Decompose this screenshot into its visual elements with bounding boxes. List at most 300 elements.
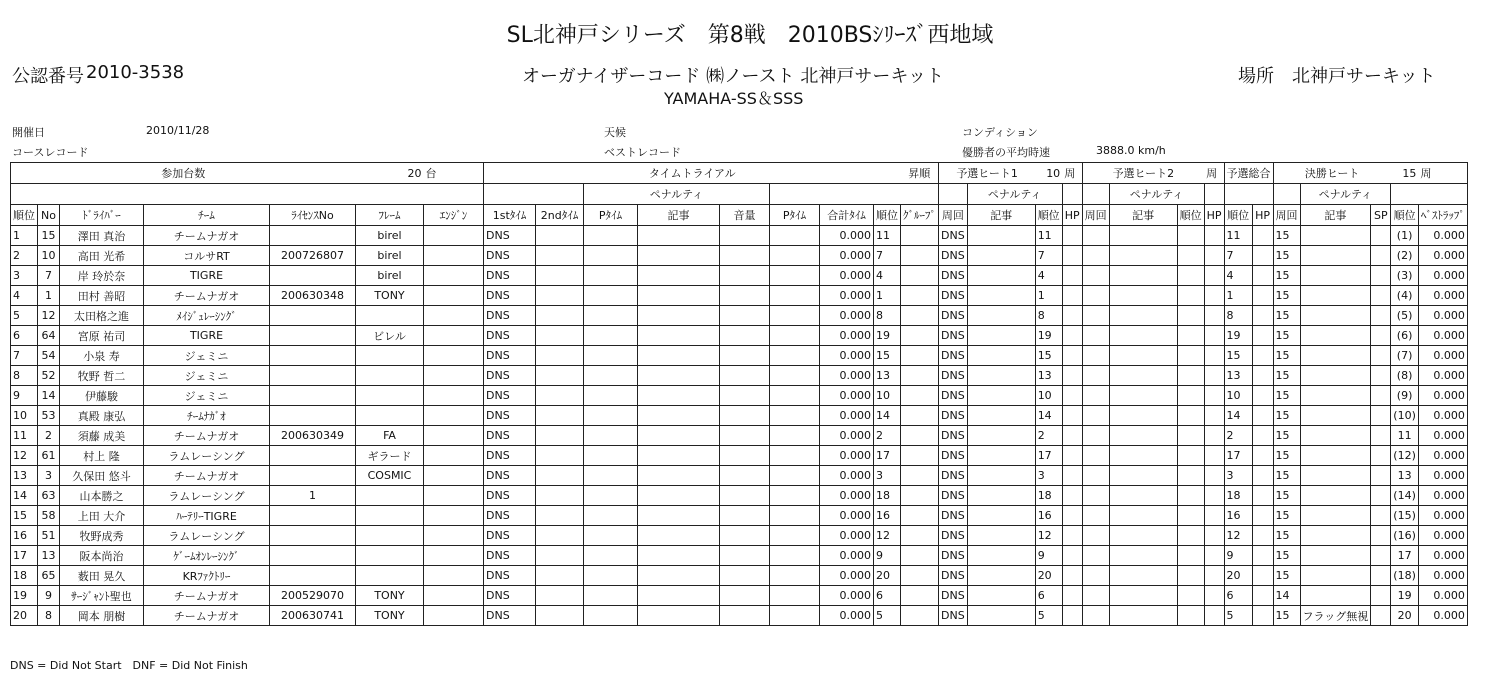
cell-q-rank: 10 (1224, 386, 1252, 406)
cell-empty (638, 306, 720, 326)
table-row (11, 486, 1468, 506)
cell-tt-rank: 10 (874, 386, 901, 406)
cell-empty (967, 266, 1035, 286)
cell-driver: 田村 善昭 (60, 286, 144, 306)
cell-frame (356, 526, 424, 546)
entries-count: 20 (356, 163, 424, 184)
cell-empty (638, 406, 720, 426)
cell-empty (1109, 446, 1177, 466)
cell-pos: 17 (11, 546, 38, 566)
cell-empty (720, 546, 770, 566)
column-header: ﾍﾞｽﾄﾗｯﾌﾟ (1418, 205, 1467, 226)
cell-empty (901, 446, 939, 466)
cell-pos: 15 (11, 506, 38, 526)
cell-tt-rank: 12 (874, 526, 901, 546)
cell-f-rank: 13 (1391, 466, 1419, 486)
cell-f-note: フラッグ無視 (1300, 606, 1371, 626)
cell-empty (584, 526, 638, 546)
cell-empty (1062, 586, 1082, 606)
cell-empty (1204, 566, 1224, 586)
cell-empty (1062, 546, 1082, 566)
cell-empty (1062, 466, 1082, 486)
cell-empty (638, 346, 720, 366)
cell-tt-rank: 9 (874, 546, 901, 566)
column-header: 記事 (967, 205, 1035, 226)
cell-driver: 宮原 祐司 (60, 326, 144, 346)
cell-f-rank: 11 (1391, 426, 1419, 446)
cell-empty (901, 426, 939, 446)
cell-empty (901, 266, 939, 286)
cell-tt1: DNS (484, 586, 536, 606)
cell-empty (1177, 226, 1204, 246)
cell-f-note (1300, 446, 1371, 466)
cell-empty (1062, 326, 1082, 346)
cell-f-laps: 15 (1273, 446, 1300, 466)
cell-h1-rank: 5 (1035, 606, 1062, 626)
cell-license (270, 346, 356, 366)
table-row (11, 366, 1468, 386)
cell-driver: ｻｰｼﾞｬﾝﾄ聖也 (60, 586, 144, 606)
page-title: SL北神戸シリーズ 第8戦 2010BSｼﾘｰｽﾞ西地域 (506, 23, 994, 48)
cell-empty (424, 306, 484, 326)
cell-empty (1204, 246, 1224, 266)
cell-f-rank: (18) (1391, 566, 1419, 586)
cell-tt-rank: 16 (874, 506, 901, 526)
cell-license: 1 (270, 486, 356, 506)
cell-empty (584, 466, 638, 486)
cell-empty (967, 226, 1035, 246)
cell-license: 200529070 (270, 586, 356, 606)
cell-empty (1177, 326, 1204, 346)
cell-empty (424, 486, 484, 506)
cell-empty (1062, 526, 1082, 546)
cell-empty (1082, 466, 1109, 486)
cell-empty (1204, 486, 1224, 506)
cell-empty (967, 246, 1035, 266)
cell-empty (584, 506, 638, 526)
cell-empty (967, 346, 1035, 366)
cell-q-rank: 1 (1224, 286, 1252, 306)
cell-empty (1082, 366, 1109, 386)
cell-h1: DNS (939, 486, 968, 506)
cell-f-note (1300, 566, 1371, 586)
cell-empty (901, 606, 939, 626)
date-value: 2010/11/28 (146, 124, 210, 137)
cell-empty (1109, 466, 1177, 486)
cell-license: 200630348 (270, 286, 356, 306)
cell-frame: FA (356, 426, 424, 446)
cell-f-laps: 14 (1273, 586, 1300, 606)
cell-h1-rank: 17 (1035, 446, 1062, 466)
column-header: 順位 (1391, 205, 1419, 226)
cell-f-note (1300, 426, 1371, 446)
cell-empty (536, 426, 584, 446)
cell-empty (584, 606, 638, 626)
cell-empty (536, 606, 584, 626)
table-row (11, 346, 1468, 366)
cell-empty (1109, 486, 1177, 506)
cell-pos: 19 (11, 586, 38, 606)
cell-empty (901, 526, 939, 546)
table-row (11, 266, 1468, 286)
cell-no: 61 (38, 446, 60, 466)
cell-total: 0.000 (820, 386, 874, 406)
cell-empty (1252, 266, 1273, 286)
cell-f-rank: (5) (1391, 306, 1419, 326)
cell-h1-rank: 12 (1035, 526, 1062, 546)
cell-q-rank: 12 (1224, 526, 1252, 546)
cell-h1: DNS (939, 226, 968, 246)
cell-empty (1109, 286, 1177, 306)
cell-empty (901, 466, 939, 486)
cell-total: 0.000 (820, 226, 874, 246)
cell-empty (424, 386, 484, 406)
cell-empty (1082, 386, 1109, 406)
cell-q-rank: 6 (1224, 586, 1252, 606)
cell-no: 2 (38, 426, 60, 446)
cell-empty (424, 566, 484, 586)
cell-frame: birel (356, 246, 424, 266)
cell-empty (1109, 366, 1177, 386)
cell-empty (1252, 326, 1273, 346)
cell-empty (720, 286, 770, 306)
cell-best: 0.000 (1418, 286, 1467, 306)
cell-h1: DNS (939, 386, 968, 406)
cell-h1: DNS (939, 346, 968, 366)
cell-no: 1 (38, 286, 60, 306)
cell-license (270, 446, 356, 466)
heat1-lap-unit: 周 (1062, 163, 1082, 184)
cell-total: 0.000 (820, 266, 874, 286)
cell-empty (584, 366, 638, 386)
cell-empty (1177, 466, 1204, 486)
cell-q-rank: 3 (1224, 466, 1252, 486)
cell-empty (1252, 526, 1273, 546)
cell-total: 0.000 (820, 326, 874, 346)
cell-empty (1082, 546, 1109, 566)
cell-empty (1062, 486, 1082, 506)
cell-total: 0.000 (820, 246, 874, 266)
cell-no: 14 (38, 386, 60, 406)
cell-empty (1204, 586, 1224, 606)
cell-f-laps: 15 (1273, 246, 1300, 266)
cell-empty (720, 486, 770, 506)
cell-license (270, 546, 356, 566)
cell-f-rank: (10) (1391, 406, 1419, 426)
cell-empty (1062, 286, 1082, 306)
cell-empty (1177, 266, 1204, 286)
cell-f-note (1300, 246, 1371, 266)
cell-empty (1204, 386, 1224, 406)
cell-total: 0.000 (820, 366, 874, 386)
cell-empty (584, 446, 638, 466)
cell-empty (1371, 586, 1391, 606)
cell-tt-rank: 11 (874, 226, 901, 246)
cell-h1-rank: 19 (1035, 326, 1062, 346)
cell-no: 65 (38, 566, 60, 586)
cell-empty (1204, 526, 1224, 546)
cell-empty (770, 546, 820, 566)
cell-empty (638, 266, 720, 286)
cell-f-laps: 15 (1273, 506, 1300, 526)
cell-q-rank: 16 (1224, 506, 1252, 526)
cell-empty (1252, 286, 1273, 306)
cell-empty (1371, 506, 1391, 526)
cell-tt1: DNS (484, 466, 536, 486)
cell-frame (356, 506, 424, 526)
cell-no: 3 (38, 466, 60, 486)
cell-empty (584, 566, 638, 586)
tt-penalty-label: ペナルティ (584, 184, 770, 205)
table-row (11, 526, 1468, 546)
cell-empty (1062, 406, 1082, 426)
cell-best: 0.000 (1418, 546, 1467, 566)
cell-f-laps: 15 (1273, 326, 1300, 346)
cell-q-rank: 17 (1224, 446, 1252, 466)
cell-empty (536, 366, 584, 386)
cell-no: 63 (38, 486, 60, 506)
column-header: 合計ﾀｲﾑ (820, 205, 874, 226)
cell-empty (1371, 546, 1391, 566)
column-header: 順位 (1035, 205, 1062, 226)
cell-empty (1252, 466, 1273, 486)
cell-empty (638, 446, 720, 466)
cell-q-rank: 9 (1224, 546, 1252, 566)
cell-team: ジェミニ (144, 346, 270, 366)
cell-empty (1371, 326, 1391, 346)
header-row-1 (11, 163, 1468, 184)
cell-q-rank: 15 (1224, 346, 1252, 366)
table-row (11, 226, 1468, 246)
cell-tt-rank: 18 (874, 486, 901, 506)
cell-empty (1371, 566, 1391, 586)
cell-f-laps: 15 (1273, 226, 1300, 246)
cell-tt-rank: 13 (874, 366, 901, 386)
cell-empty (1062, 346, 1082, 366)
cell-f-laps: 15 (1273, 386, 1300, 406)
cell-driver: 山本勝之 (60, 486, 144, 506)
cell-empty (901, 506, 939, 526)
cell-empty (424, 266, 484, 286)
cell-tt-rank: 7 (874, 246, 901, 266)
cell-no: 12 (38, 306, 60, 326)
cell-h1: DNS (939, 546, 968, 566)
cell-f-rank: 20 (1391, 606, 1419, 626)
cell-f-rank: (7) (1391, 346, 1419, 366)
cell-empty (1204, 326, 1224, 346)
cell-frame (356, 306, 424, 326)
best-record-label: ベストレコード (604, 146, 681, 159)
cell-total: 0.000 (820, 346, 874, 366)
cell-empty (1177, 546, 1204, 566)
weather-label: 天候 (604, 126, 626, 139)
cell-empty (1371, 226, 1391, 246)
cell-total: 0.000 (820, 466, 874, 486)
cell-empty (638, 426, 720, 446)
cell-f-note (1300, 366, 1371, 386)
cell-empty (424, 546, 484, 566)
cell-empty (1062, 506, 1082, 526)
cell-empty (424, 326, 484, 346)
cell-empty (720, 446, 770, 466)
cell-empty (584, 486, 638, 506)
column-header: SP (1371, 205, 1391, 226)
cell-team: KRﾌｧｸﾄﾘｰ (144, 566, 270, 586)
cell-empty (901, 566, 939, 586)
cell-total: 0.000 (820, 306, 874, 326)
cell-empty (967, 306, 1035, 326)
cell-empty (1204, 286, 1224, 306)
cell-empty (1109, 346, 1177, 366)
cell-pos: 1 (11, 226, 38, 246)
entries-label: 参加台数 (11, 163, 356, 184)
cell-f-note (1300, 526, 1371, 546)
cell-empty (770, 526, 820, 546)
cell-best: 0.000 (1418, 246, 1467, 266)
cell-best: 0.000 (1418, 226, 1467, 246)
cell-empty (584, 386, 638, 406)
race-class: YAMAHA-SS＆SSS (664, 89, 804, 108)
cell-team: チームナガオ (144, 466, 270, 486)
cell-frame: TONY (356, 286, 424, 306)
final-penalty-label: ペナルティ (1300, 184, 1391, 205)
cell-frame (356, 566, 424, 586)
cell-no: 15 (38, 226, 60, 246)
cell-best: 0.000 (1418, 586, 1467, 606)
cell-empty (770, 326, 820, 346)
cell-frame: COSMIC (356, 466, 424, 486)
cell-empty (967, 366, 1035, 386)
cell-tt-rank: 14 (874, 406, 901, 426)
column-header: HP (1252, 205, 1273, 226)
cell-pos: 7 (11, 346, 38, 366)
cell-best: 0.000 (1418, 306, 1467, 326)
cell-no: 9 (38, 586, 60, 606)
cell-empty (1062, 426, 1082, 446)
cell-empty (967, 486, 1035, 506)
cell-empty (967, 386, 1035, 406)
cell-best: 0.000 (1418, 566, 1467, 586)
cell-f-laps: 15 (1273, 406, 1300, 426)
cell-empty (1082, 326, 1109, 346)
cell-empty (1252, 486, 1273, 506)
cell-empty (638, 366, 720, 386)
cell-empty (1371, 266, 1391, 286)
cell-empty (1177, 566, 1204, 586)
cell-driver: 村上 隆 (60, 446, 144, 466)
cell-empty (638, 286, 720, 306)
column-header: 記事 (1109, 205, 1177, 226)
cell-tt-rank: 5 (874, 606, 901, 626)
cell-empty (967, 586, 1035, 606)
cell-empty (584, 306, 638, 326)
cell-team: ﾁｰﾑﾅｶﾞｵ (144, 406, 270, 426)
cell-f-laps: 15 (1273, 366, 1300, 386)
cell-empty (638, 466, 720, 486)
column-header: 音量 (720, 205, 770, 226)
cell-f-laps: 15 (1273, 426, 1300, 446)
cell-empty (584, 406, 638, 426)
cell-empty (1177, 286, 1204, 306)
cell-empty (1062, 226, 1082, 246)
cell-empty (424, 246, 484, 266)
cell-empty (584, 286, 638, 306)
cell-driver: 岡本 朋樹 (60, 606, 144, 626)
cell-tt1: DNS (484, 226, 536, 246)
cell-empty (1109, 606, 1177, 626)
cell-best: 0.000 (1418, 466, 1467, 486)
cell-f-rank: (1) (1391, 226, 1419, 246)
cell-empty (1082, 306, 1109, 326)
cell-best: 0.000 (1418, 386, 1467, 406)
cell-tt1: DNS (484, 426, 536, 446)
table-row (11, 606, 1468, 626)
cell-empty (638, 566, 720, 586)
table-row (11, 306, 1468, 326)
column-header: No (38, 205, 60, 226)
cell-empty (536, 346, 584, 366)
cell-empty (1252, 426, 1273, 446)
cell-empty (1371, 486, 1391, 506)
column-header: 周回 (1273, 205, 1300, 226)
cell-frame (356, 406, 424, 426)
cell-empty (901, 486, 939, 506)
cell-h1-rank: 14 (1035, 406, 1062, 426)
cell-empty (536, 446, 584, 466)
cell-empty (770, 586, 820, 606)
cell-empty (584, 266, 638, 286)
cell-empty (1109, 546, 1177, 566)
cell-empty (720, 586, 770, 606)
cell-empty (1252, 346, 1273, 366)
cell-empty (967, 606, 1035, 626)
cell-total: 0.000 (820, 566, 874, 586)
cell-f-rank: (15) (1391, 506, 1419, 526)
cell-tt-rank: 17 (874, 446, 901, 466)
cell-empty (1204, 506, 1224, 526)
cell-empty (967, 546, 1035, 566)
cell-f-note (1300, 286, 1371, 306)
cell-empty (1082, 586, 1109, 606)
cell-tt1: DNS (484, 266, 536, 286)
cell-empty (638, 486, 720, 506)
cell-empty (1252, 446, 1273, 466)
cell-q-rank: 14 (1224, 406, 1252, 426)
cell-empty (1177, 366, 1204, 386)
cell-license (270, 386, 356, 406)
cell-license (270, 266, 356, 286)
cell-license (270, 366, 356, 386)
condition-label: コンディション (962, 126, 1038, 139)
cell-tt1: DNS (484, 526, 536, 546)
cell-empty (720, 266, 770, 286)
cell-f-laps: 15 (1273, 266, 1300, 286)
cell-tt1: DNS (484, 366, 536, 386)
cell-empty (1082, 266, 1109, 286)
cell-team: ﾊｰﾃﾘｰTIGRE (144, 506, 270, 526)
cell-h1: DNS (939, 366, 968, 386)
cell-empty (770, 286, 820, 306)
cell-empty (901, 586, 939, 606)
cell-pos: 5 (11, 306, 38, 326)
cell-empty (424, 586, 484, 606)
cell-frame: ギラード (356, 446, 424, 466)
cell-team: ラムレーシング (144, 446, 270, 466)
cell-team: ﾒｲｼﾞｭﾚｰｼﾝｸﾞ (144, 306, 270, 326)
cell-total: 0.000 (820, 506, 874, 526)
column-header: HP (1062, 205, 1082, 226)
column-header: 記事 (638, 205, 720, 226)
